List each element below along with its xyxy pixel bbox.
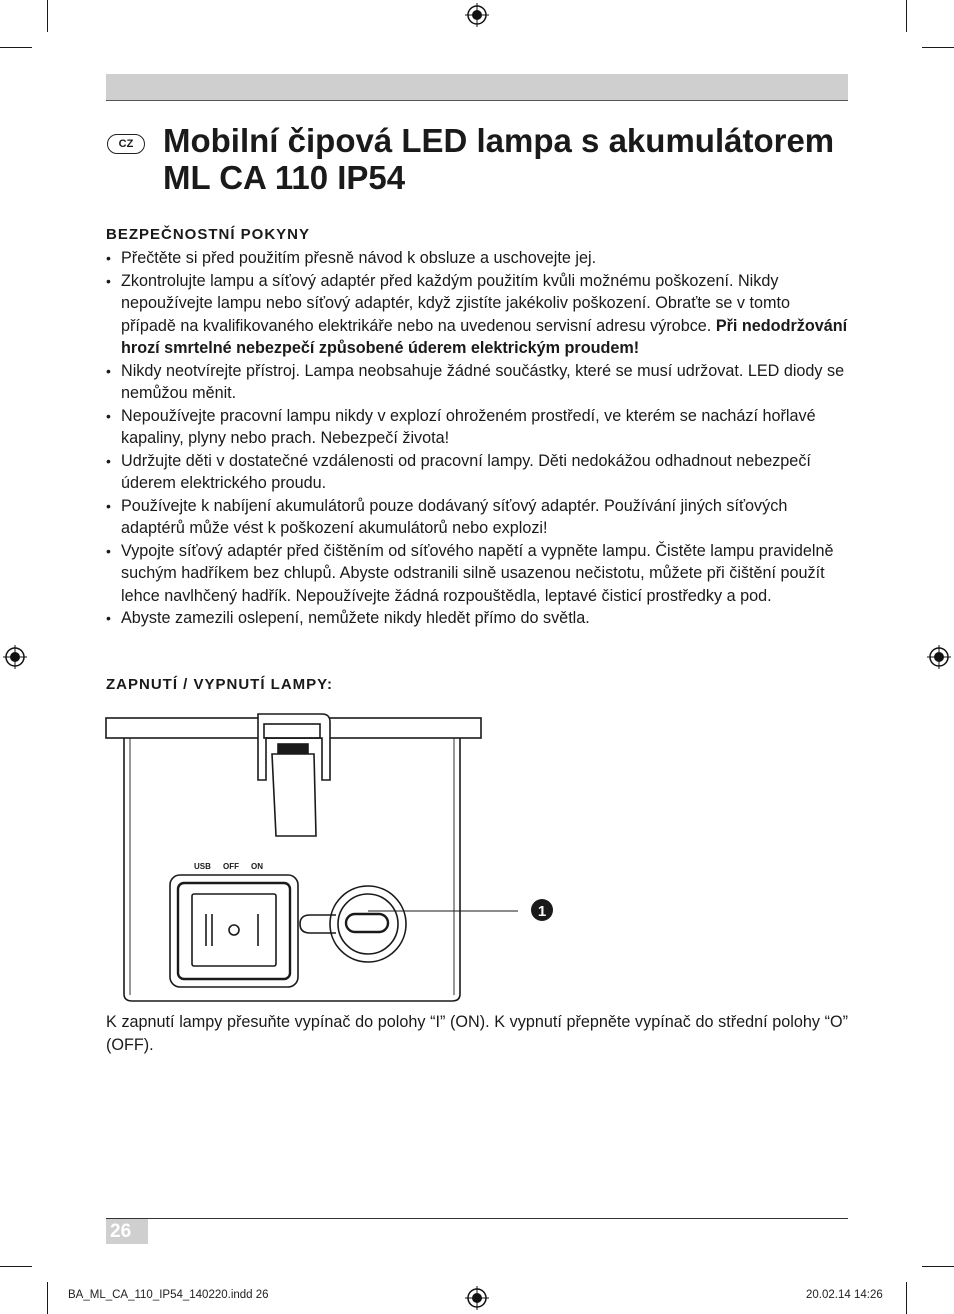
list-item [106, 495, 848, 540]
warning-text: Při nedodržování hrozí smrtelné nebezpečí způsobené úderem elektrickým proudem! [121, 316, 848, 357]
list-item-text: Abyste zamezili oslepení, nemůžete nikdy hledět přímo do světla. [121, 609, 590, 627]
list-item [106, 270, 848, 360]
safety-list [106, 247, 848, 630]
list-item-text: Přečtěte si před použitím přesně návod k obsluze a uschovejte jej. [121, 249, 597, 267]
crop-mark [922, 47, 954, 48]
list-item-text: Vypojte síťový adaptér před čištěním od síťového napětí a vypněte lampu. Čistěte lampu pravidelně suchým hadříkem bez chlupů. Abyste odstranili silně usazenou nečistotu, můžete při čištění použít lehce navlhčený hadřík. Nepoužívejte žádná rozpouštědla, leptavé čisticí prostředky a pod. [121, 541, 834, 605]
list-item-text: Udržujte děti v dostatečné vzdálenosti od pracovní lampy. Děti nedokážou odhadnout nebezpečí úderem elektrického proudu. [121, 451, 811, 492]
page-number: 26 [106, 1219, 148, 1244]
crop-mark [0, 47, 32, 48]
switch-instructions: K zapnutí lampy přesuňte vypínač do polohy “I” (ON). K vypnutí přepněte vypínač do střední polohy “O” (OFF). [106, 1013, 848, 1054]
switch-label-off: OFF [223, 862, 239, 871]
list-item [106, 247, 848, 270]
registration-mark-icon [465, 1286, 489, 1310]
list-item-text: Zkontrolujte lampu a síťový adaptér před každým použitím kvůli možnému poškození. Nikdy nepoužívejte lampu nebo síťový adaptér, když zjistíte jakékoliv poškození. Obraťte se v tomto případě na kvalifikovaného elektrikáře nebo na uvedenou servisní adresu výrobce. [121, 271, 790, 335]
page-title [163, 122, 853, 196]
list-item [106, 607, 848, 630]
callout-number: 1 [537, 903, 547, 920]
crop-mark [922, 1266, 954, 1267]
crop-mark [0, 1266, 32, 1267]
list-item-text: Nikdy neotvírejte přístroj. Lampa neobsahuje žádné součástky, které se musí udržovat. LED diody se nemůžou měnit. [121, 361, 845, 402]
list-item [106, 360, 848, 405]
list-item [106, 540, 848, 608]
lamp-switch-illustration [100, 708, 560, 1008]
list-item [106, 450, 848, 495]
title-line-2: ML CA 110 IP54 [163, 159, 406, 196]
list-item-text: Používejte k nabíjení akumulátorů pouze dodávaný síťový adaptér. Používání jiných síťových adaptérů může vést k poškození akumulátorů nebo explozi! [121, 496, 788, 537]
crop-mark [906, 1282, 907, 1314]
registration-mark-icon [927, 645, 951, 669]
crop-mark [47, 1282, 48, 1314]
switch-label-usb: USB [194, 862, 211, 871]
title-line-1: Mobilní čipová LED lampa s akumulátorem [163, 122, 835, 159]
crop-mark [47, 0, 48, 32]
language-badge: CZ [107, 134, 145, 154]
registration-mark-icon [465, 3, 489, 27]
list-item-text: Nepoužívejte pracovní lampu nikdy v explozí ohroženém prostředí, ve kterém se nachází hořlavé kapaliny, plyny nebo prach. Nebezpečí života! [121, 406, 816, 447]
switch-section-heading: ZAPNUTÍ / VYPNUTÍ LAMPY: [106, 676, 334, 693]
safety-heading: BEZPEČNOSTNÍ POKYNY [106, 226, 311, 243]
footer-rule [106, 1218, 848, 1219]
footer-file: BA_ML_CA_110_IP54_140220.indd 26 [68, 1289, 269, 1301]
registration-mark-icon [3, 645, 27, 669]
switch-label-on: ON [251, 862, 263, 871]
list-item [106, 405, 848, 450]
footer-timestamp: 20.02.14 14:26 [806, 1289, 883, 1301]
crop-mark [906, 0, 907, 32]
header-bar [106, 74, 848, 101]
